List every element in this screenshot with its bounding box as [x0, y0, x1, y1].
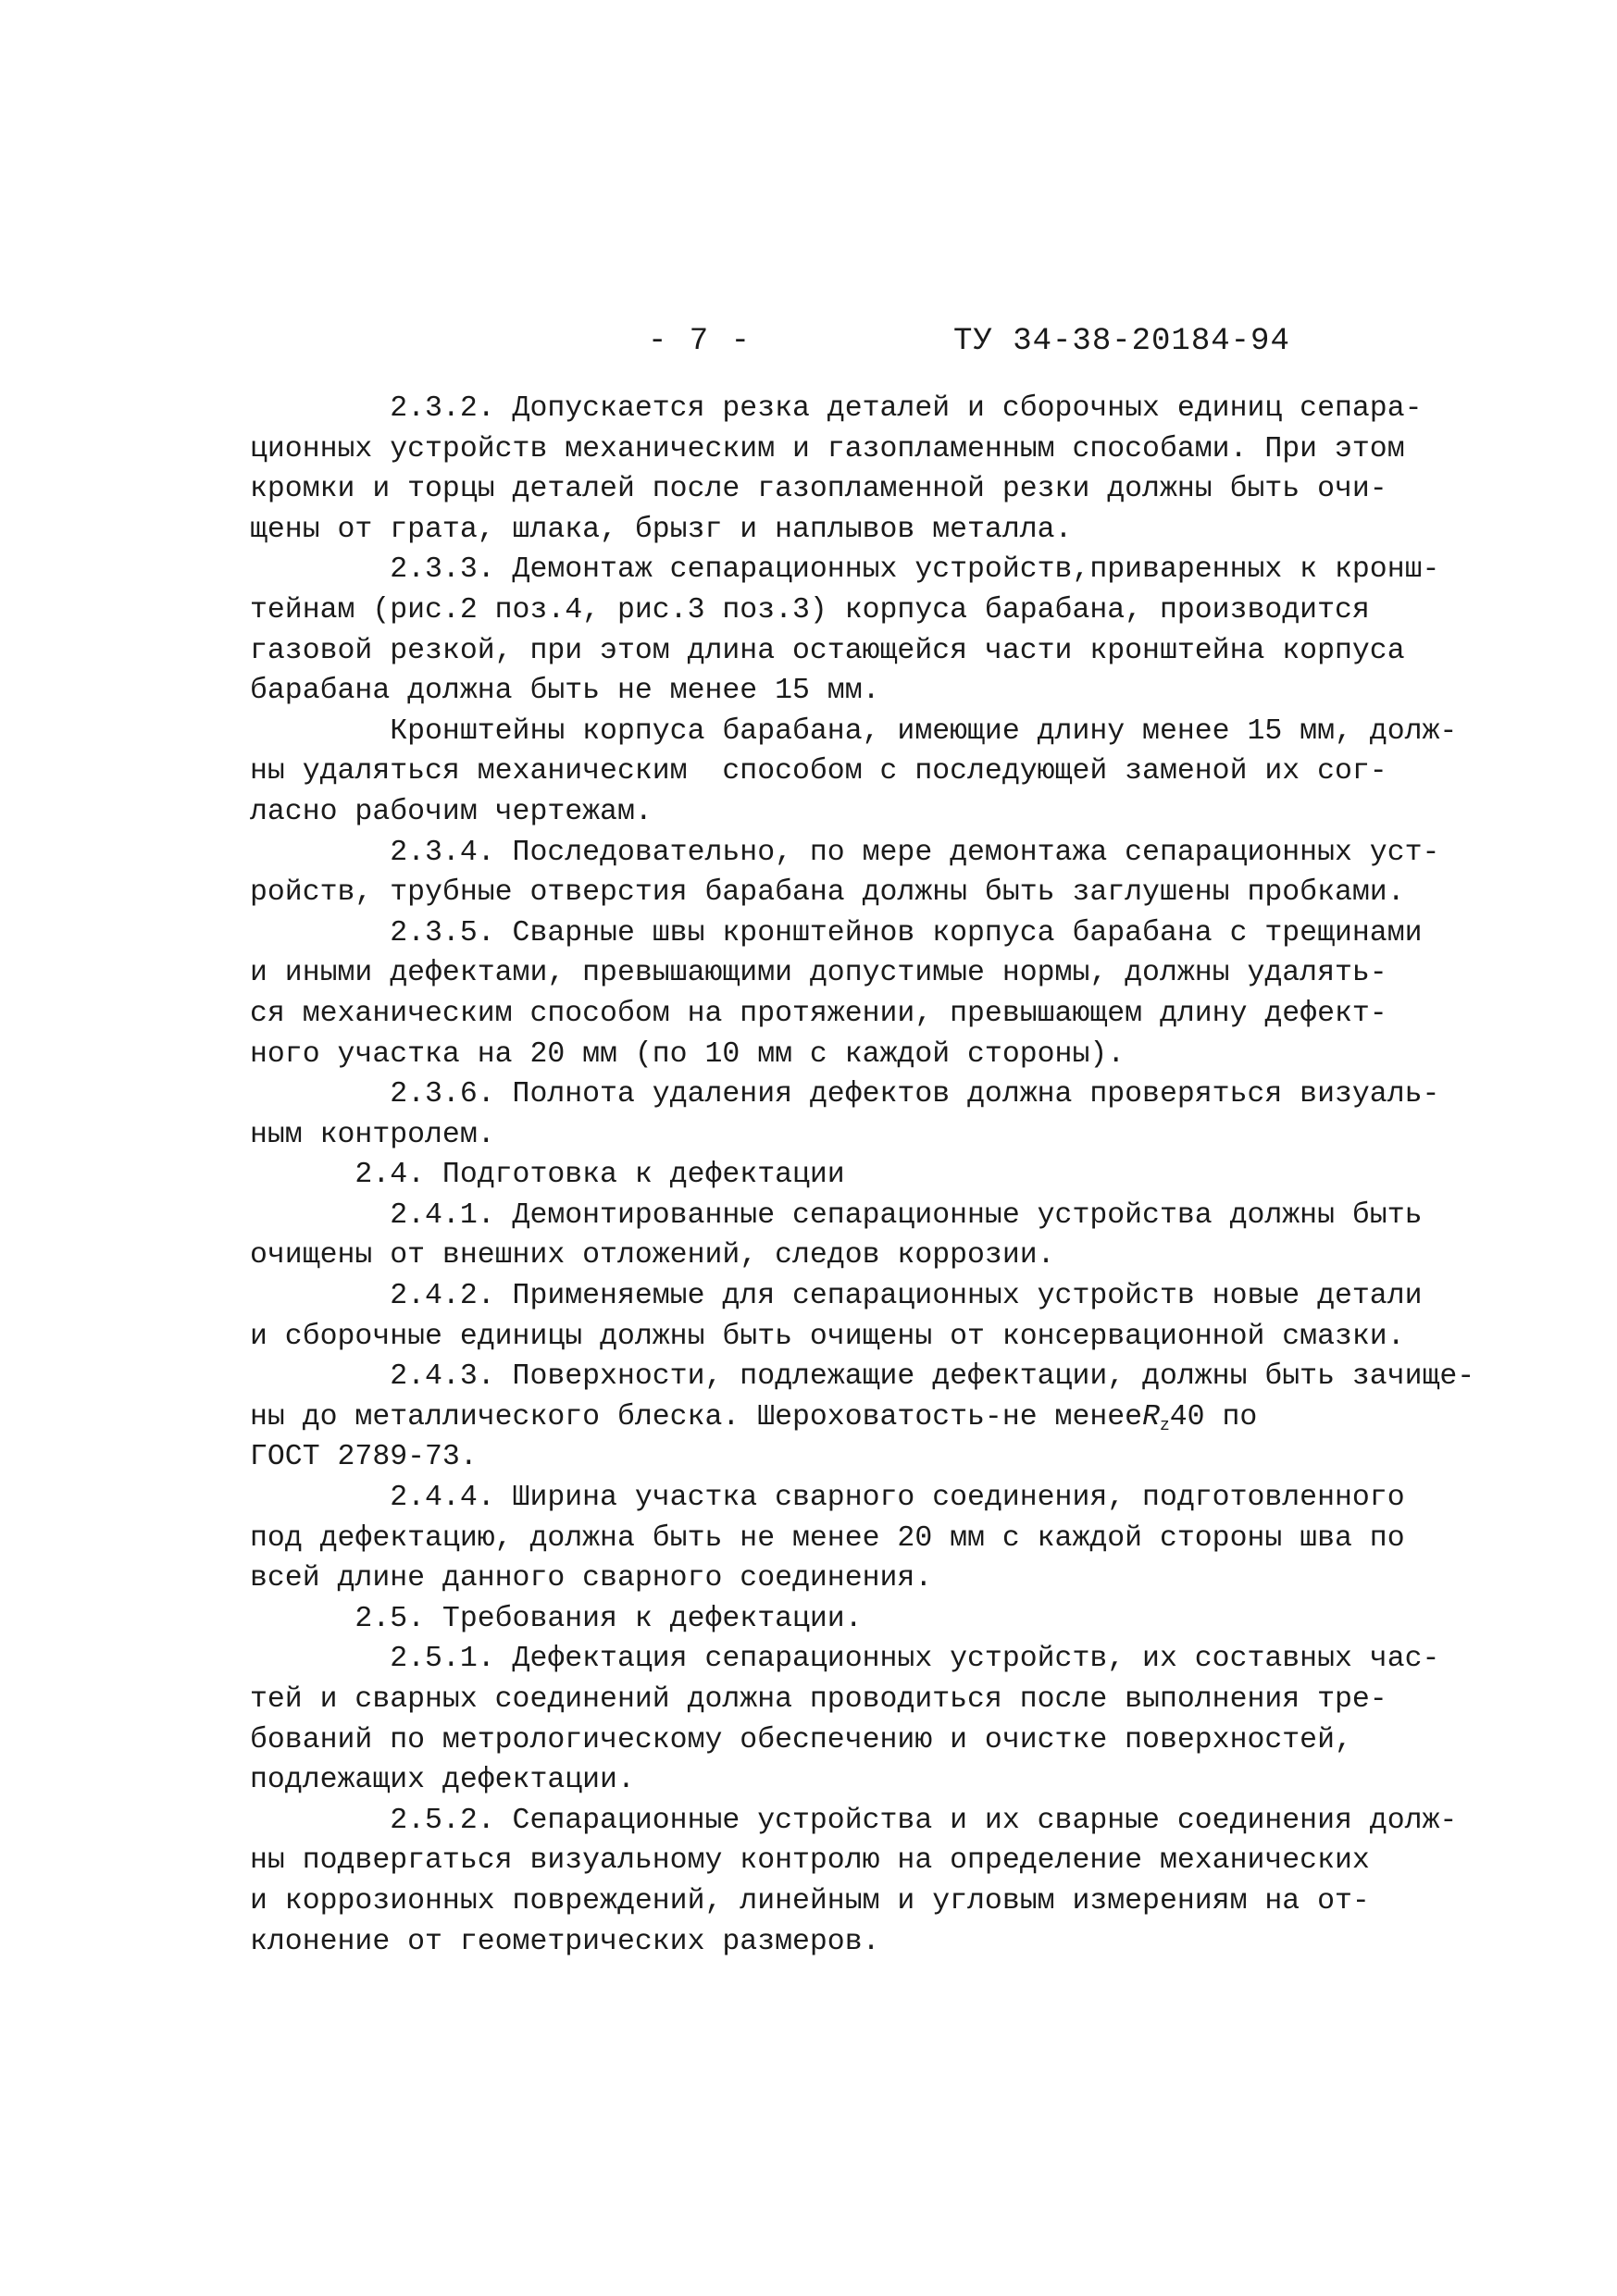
text-line: всей длине данного сварного соединения. [250, 1562, 933, 1595]
text-line: ласно рабочим чертежам. [250, 795, 653, 828]
text-line: 2.4.2. Применяемые для сепарационных устройств новые детали [250, 1280, 1423, 1313]
text-line: Кронштейны корпуса барабана, имеющие длину менее 15 мм, долж- [250, 714, 1458, 748]
text-line-roughness [250, 1397, 1370, 1438]
text-line: щены от грата, шлака, брызг и наплывов металла. [250, 513, 1073, 546]
page-number: - 7 - [648, 324, 753, 359]
text-line: и сборочные единицы должны быть очищены от консервационной смазки. [250, 1320, 1405, 1353]
text-line: клонение от геометрических размеров. [250, 1925, 880, 1958]
text-line: 2.3.5. Сварные швы кронштейнов корпуса барабана с трещинами [250, 916, 1423, 949]
text-line: и иными дефектами, превышающими допустимые нормы, должны удалять- [250, 957, 1387, 990]
text-line: ны подвергаться визуальному контролю на определение механических [250, 1844, 1370, 1878]
text-line: ся механическим способом на протяжении, превышающем длину дефект- [250, 997, 1387, 1030]
text-line: газовой резкой, при этом длина остающейся части кронштейна корпуса [250, 634, 1405, 667]
text-line: очищены от внешних отложений, следов коррозии. [250, 1239, 1055, 1272]
text-line: 2.5.2. Сепарационные устройства и их сварные соединения долж- [250, 1804, 1458, 1837]
roughness-symbol: R [1142, 1400, 1160, 1433]
roughness-value: 40 [1169, 1400, 1205, 1433]
text-line: 2.4.1. Демонтированные сепарационные устройства должны быть [250, 1198, 1423, 1232]
text-line: бований по метрологическому обеспечению и очистке поверхностей, [250, 1723, 1352, 1756]
text-line: и коррозионных повреждений, линейным и угловым измерениям на от- [250, 1884, 1370, 1917]
body-text [250, 389, 1475, 1962]
text-line: 2.3.2. Допускается резка деталей и сборочных единиц сепара- [250, 392, 1423, 425]
text-line: 2.4.3. Поверхности, подлежащие дефектации, должны быть зачище- [250, 1360, 1475, 1394]
text-line: ны удаляться механическим способом с последующей заменой их сог- [250, 755, 1387, 788]
section-heading: 2.5. Требования к дефектации. [250, 1602, 863, 1635]
text-line: ГОСТ 2789-73. [250, 1441, 478, 1474]
text-line: 2.3.4. Последовательно, по мере демонтажа сепарационных уст- [250, 836, 1440, 869]
roughness-suffix: по [1204, 1400, 1258, 1433]
roughness-text: ны до металлического блеска. Шероховатость-не менее [250, 1400, 1143, 1433]
text-line: 2.3.6. Полнота удаления дефектов должна проверяться визуаль- [250, 1078, 1440, 1111]
text-line: ного участка на 20 мм (по 10 мм с каждой стороны). [250, 1037, 1126, 1071]
text-line: ным контролем. [250, 1118, 495, 1151]
text-line: тей и сварных соединений должна проводиться после выполнения тре- [250, 1683, 1387, 1716]
text-line: под дефектацию, должна быть не менее 20 мм с каждой стороны шва по [250, 1521, 1405, 1555]
text-line: ционных устройств механическим и газопламенным способами. При этом [250, 432, 1405, 465]
text-line: кромки и торцы деталей после газопламенной резки должны быть очи- [250, 473, 1387, 506]
text-line: подлежащих дефектации. [250, 1764, 635, 1797]
document-code: ТУ 34-38-20184-94 [953, 324, 1290, 359]
roughness-subscript: z [1159, 1416, 1170, 1435]
text-line: 2.3.3. Демонтаж сепарационных устройств,приваренных к кронш- [250, 553, 1440, 587]
text-line: 2.4.4. Ширина участка сварного соединения, подготовленного [250, 1482, 1405, 1515]
section-heading: 2.4. Подготовка к дефектации [250, 1159, 845, 1192]
text-line: барабана должна быть не менее 15 мм. [250, 675, 880, 708]
text-line: ройств, трубные отверстия барабана должны быть заглушены пробками. [250, 876, 1405, 910]
text-line: 2.5.1. Дефектация сепарационных устройств, их составных час- [250, 1643, 1440, 1676]
text-line: тейнам (рис.2 поз.4, рис.3 поз.3) корпуса барабана, производится [250, 593, 1370, 627]
